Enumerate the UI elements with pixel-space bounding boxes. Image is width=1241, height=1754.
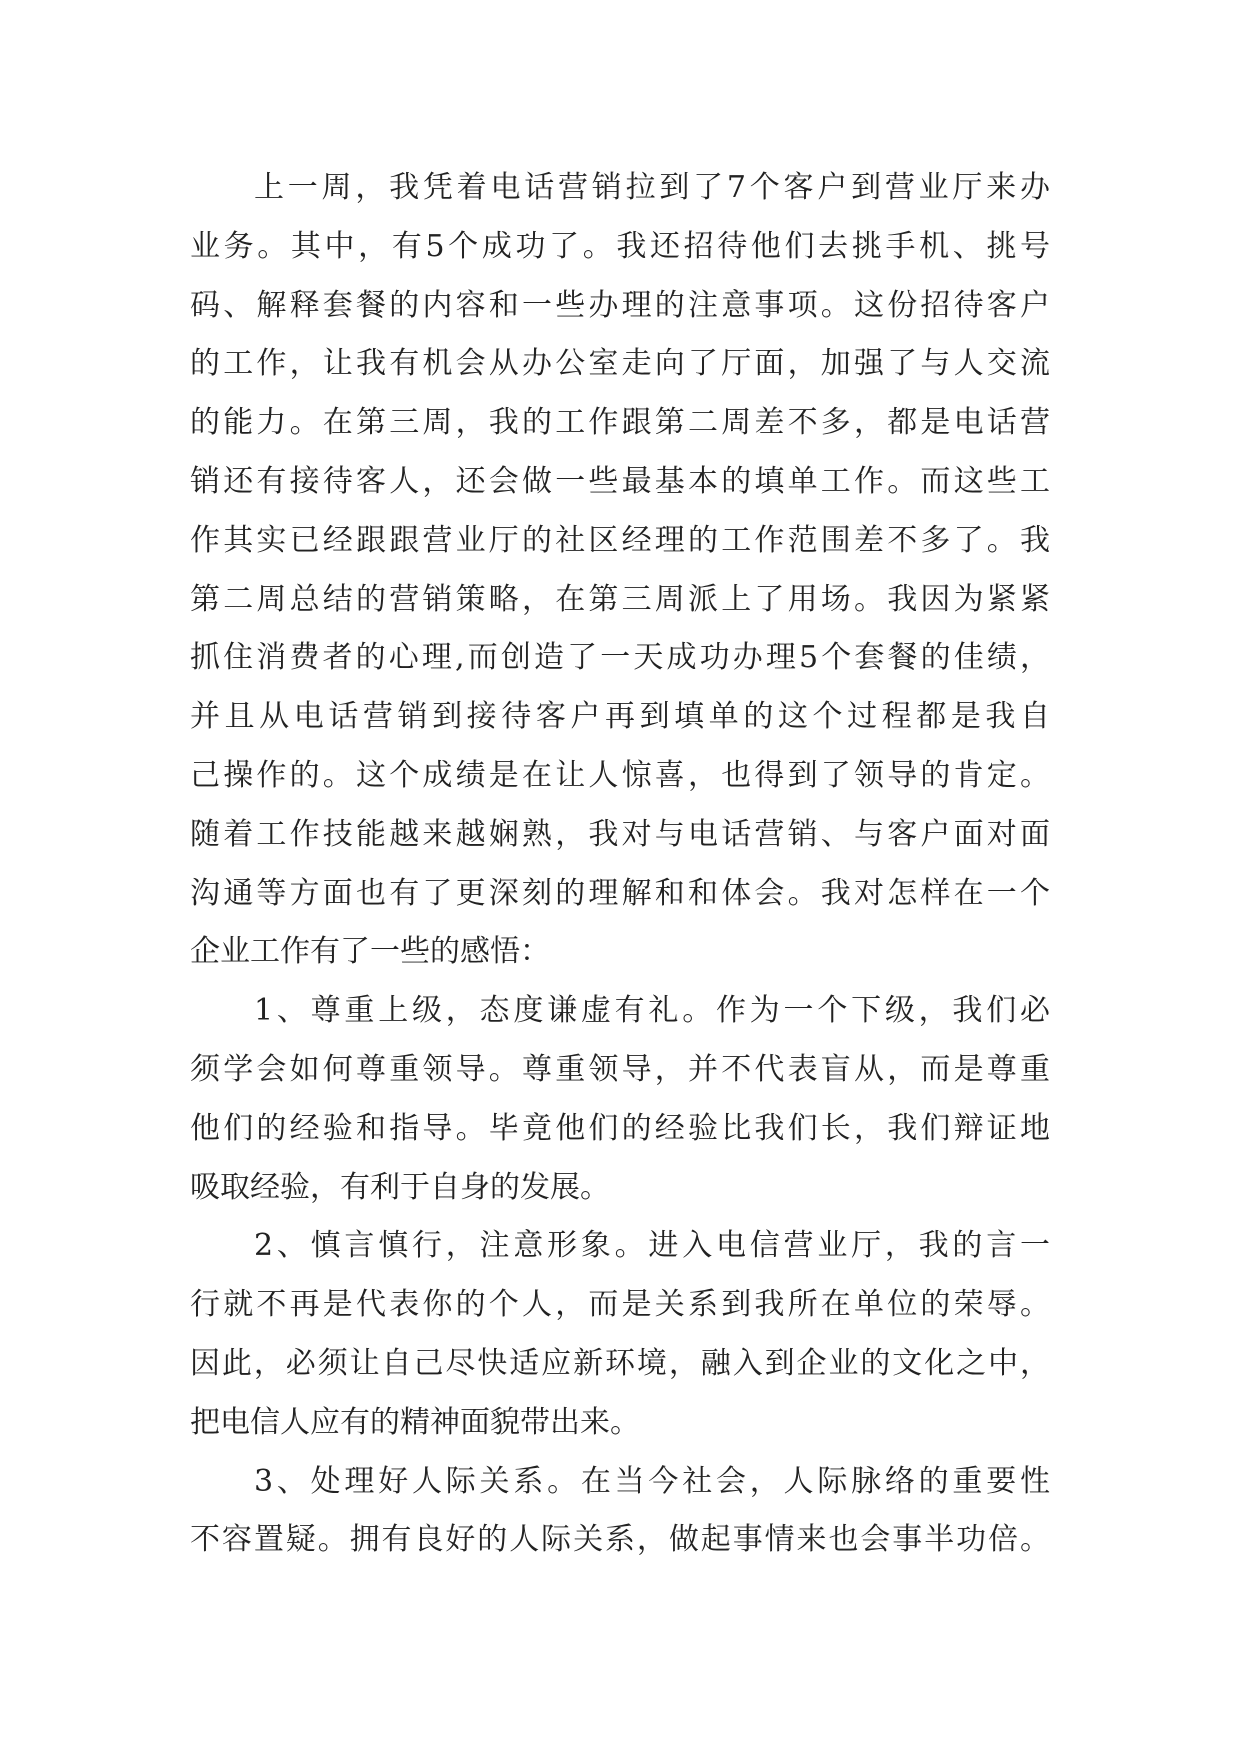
text-line: 行就不再是代表你的个人，而是关系到我所在单位的荣辱。: [190, 1287, 1050, 1323]
document-body: [190, 159, 1050, 1570]
text-line: 须学会如何尊重领导。尊重领导，并不代表盲从，而是尊重: [190, 1051, 1050, 1087]
text-line: 2、慎言慎行，注意形象。进入电信营业厅，我的言一: [254, 1228, 1050, 1264]
text-line: 他们的经验和指导。毕竟他们的经验比我们长，我们辩证地: [190, 1110, 1050, 1146]
text-line: 1、尊重上级，态度谦虚有礼。作为一个下级，我们必: [254, 993, 1050, 1029]
text-line: 销还有接待客人，还会做一些最基本的填单工作。而这些工: [190, 463, 1050, 499]
text-line: 企业工作有了一些的感悟：: [190, 934, 550, 970]
text-line: 作其实已经跟跟营业厅的社区经理的工作范围差不多了。我: [190, 522, 1050, 558]
text-line: 随着工作技能越来越娴熟，我对与电话营销、与客户面对面: [190, 816, 1050, 852]
text-line: 的能力。在第三周，我的工作跟第二周差不多，都是电话营: [190, 405, 1050, 441]
text-line: 第二周总结的营销策略，在第三周派上了用场。我因为紧紧: [190, 581, 1050, 617]
text-line: 业务。其中，有5个成功了。我还招待他们去挑手机、挑号: [190, 228, 1050, 264]
text-line: 沟通等方面也有了更深刻的理解和和体会。我对怎样在一个: [190, 875, 1050, 911]
text-line: 的工作，让我有机会从办公室走向了厅面，加强了与人交流: [190, 346, 1050, 382]
text-line: 不容置疑。拥有良好的人际关系，做起事情来也会事半功倍。: [190, 1522, 1050, 1558]
text-line: 并且从电话营销到接待客户再到填单的这个过程都是我自: [190, 699, 1050, 735]
text-line: 己操作的。这个成绩是在让人惊喜，也得到了领导的肯定。: [190, 757, 1050, 793]
text-line: 把电信人应有的精神面貌带出来。: [190, 1404, 640, 1440]
text-line: 上一周，我凭着电话营销拉到了7个客户到营业厅来办: [254, 170, 1050, 205]
text-line: 码、解释套餐的内容和一些办理的注意事项。这份招待客户: [190, 287, 1050, 323]
text-line: 因此，必须让自己尽快适应新环境，融入到企业的文化之中，: [190, 1345, 1050, 1381]
text-line: 3、处理好人际关系。在当今社会，人际脉络的重要性: [254, 1463, 1050, 1499]
text-line: 抓住消费者的心理,而创造了一天成功办理5个套餐的佳绩，: [190, 640, 1050, 676]
text-line: 吸取经验，有利于自身的发展。: [190, 1169, 610, 1205]
